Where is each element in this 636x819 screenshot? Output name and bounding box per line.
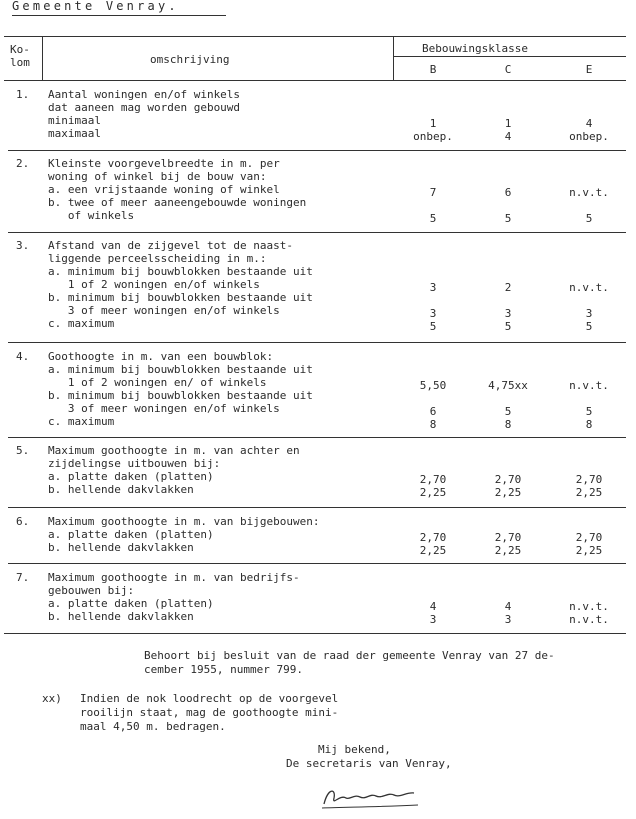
value-col-c: 2,25: [494, 544, 522, 557]
value-col-e: 2,70: [575, 531, 603, 544]
row-description-line: b. minimum bij bouwblokken bestaande uit: [48, 389, 313, 402]
header-bottom-rule: [4, 80, 626, 81]
table-top-rule: [4, 36, 626, 37]
row-separator: [8, 342, 626, 343]
title-underline: [12, 15, 226, 16]
row-description-line: b. minimum bij bouwblokken bestaande uit: [48, 291, 313, 304]
value-col-e: 2,70: [575, 473, 603, 486]
row-separator: [8, 232, 626, 233]
value-col-b: 2,25: [419, 486, 447, 499]
value-col-c: 5: [504, 212, 512, 225]
mij-bekend: Mij bekend,: [318, 743, 391, 756]
value-col-b: 6: [429, 405, 437, 418]
row-separator: [8, 563, 626, 564]
row-number: 7.: [16, 571, 30, 584]
row-description-line: 1 of 2 woningen en/of winkels: [48, 278, 260, 291]
header-kolom-2: lom: [10, 56, 30, 69]
value-col-b: 2,25: [419, 544, 447, 557]
row-description-line: a. platte daken (platten): [48, 528, 214, 541]
value-col-b: onbep.: [413, 130, 453, 143]
value-col-b: 5: [429, 212, 437, 225]
row-description-line: Aantal woningen en/of winkels: [48, 88, 241, 101]
header-omschrijving: omschrijving: [150, 53, 230, 66]
row-description-line: liggende perceelsscheiding in m.:: [48, 252, 267, 265]
row-description-line: c. maximum: [48, 415, 115, 428]
note-line-3: maal 4,50 m. bedragen.: [80, 720, 226, 733]
note-line-2: rooilijn staat, mag de goothoogte mini-: [80, 706, 339, 719]
value-col-c: 4,75xx: [488, 379, 528, 392]
header-kolom-1: Ko-: [10, 43, 30, 56]
row-separator: [8, 437, 626, 438]
value-col-e: 8: [585, 418, 593, 431]
row-description-line: Afstand van de zijgevel tot de naast-: [48, 239, 294, 252]
row-number: 5.: [16, 444, 30, 457]
value-col-e: 2,25: [575, 544, 603, 557]
value-col-c: 2,70: [494, 531, 522, 544]
row-description-line: c. maximum: [48, 317, 115, 330]
value-col-c: 2,70: [494, 473, 522, 486]
row-number: 3.: [16, 239, 30, 252]
row-description-line: Kleinste voorgevelbreedte in m. per: [48, 157, 280, 170]
value-col-e: onbep.: [569, 130, 609, 143]
signature-image: [318, 784, 428, 815]
note-marker: xx): [42, 692, 62, 705]
row-description-line: maximaal: [48, 127, 101, 140]
header-col-b: B: [429, 63, 437, 76]
value-col-c: 2: [504, 281, 512, 294]
row-separator: [8, 150, 626, 151]
row-description-line: b. hellende dakvlakken: [48, 541, 194, 554]
row-description-line: of winkels: [48, 209, 135, 222]
value-col-e: 5: [585, 405, 593, 418]
row-description-line: 3 of meer woningen en/of winkels: [48, 304, 280, 317]
value-col-c: 1: [504, 117, 512, 130]
row-description-line: Maximum goothoogte in m. van bedrijfs-: [48, 571, 300, 584]
value-col-b: 3: [429, 307, 437, 320]
row-number: 6.: [16, 515, 30, 528]
row-description-line: zijdelingse uitbouwen bij:: [48, 457, 221, 470]
note-line-1: Indien de nok loodrecht op de voorgevel: [80, 692, 339, 705]
row-separator: [8, 507, 626, 508]
value-col-b: 2,70: [419, 473, 447, 486]
row-description-line: Maximum goothoogte in m. van achter en: [48, 444, 300, 457]
value-col-e: n.v.t.: [569, 613, 609, 626]
value-col-e: 5: [585, 320, 593, 333]
row-description-line: dat aaneen mag worden gebouwd: [48, 101, 241, 114]
row-description-line: minimaal: [48, 114, 101, 127]
row-number: 1.: [16, 88, 30, 101]
value-col-e: n.v.t.: [569, 281, 609, 294]
besluit-line-1: Behoort bij besluit van de raad der gemeente Venray van 27 de-: [144, 649, 555, 662]
value-col-b: 3: [429, 281, 437, 294]
row-description-line: a. platte daken (platten): [48, 470, 214, 483]
value-col-c: 8: [504, 418, 512, 431]
value-col-b: 2,70: [419, 531, 447, 544]
value-col-c: 6: [504, 186, 512, 199]
row-description-line: gebouwen bij:: [48, 584, 135, 597]
value-col-e: n.v.t.: [569, 600, 609, 613]
secretaris: De secretaris van Venray,: [286, 757, 452, 770]
value-col-b: 5: [429, 320, 437, 333]
value-col-e: 5: [585, 212, 593, 225]
header-col-e: E: [585, 63, 593, 76]
row-description-line: woning of winkel bij de bouw van:: [48, 170, 267, 183]
value-col-e: n.v.t.: [569, 379, 609, 392]
row-description-line: Goothoogte in m. van een bouwblok:: [48, 350, 274, 363]
row-description-line: Maximum goothoogte in m. van bijgebouwen:: [48, 515, 320, 528]
value-col-b: 1: [429, 117, 437, 130]
value-col-c: 4: [504, 600, 512, 613]
value-col-e: 3: [585, 307, 593, 320]
value-col-e: 2,25: [575, 486, 603, 499]
row-description-line: a. een vrijstaande woning of winkel: [48, 183, 280, 196]
value-col-c: 2,25: [494, 486, 522, 499]
row-number: 2.: [16, 157, 30, 170]
header-divider-kolom: [42, 36, 43, 80]
value-col-c: 3: [504, 613, 512, 626]
row-number: 4.: [16, 350, 30, 363]
value-col-c: 3: [504, 307, 512, 320]
page-title: Gemeente Venray.: [12, 0, 179, 13]
klasse-subrule: [393, 56, 626, 57]
header-bebouwingsklasse: Bebouwingsklasse: [422, 42, 528, 55]
value-col-c: 5: [504, 405, 512, 418]
value-col-b: 7: [429, 186, 437, 199]
row-description-line: 1 of 2 woningen en/ of winkels: [48, 376, 267, 389]
value-col-e: 4: [585, 117, 593, 130]
value-col-b: 4: [429, 600, 437, 613]
row-description-line: b. hellende dakvlakken: [48, 610, 194, 623]
row-description-line: a. minimum bij bouwblokken bestaande uit: [48, 265, 313, 278]
header-col-c: C: [504, 63, 512, 76]
value-col-c: 5: [504, 320, 512, 333]
value-col-e: n.v.t.: [569, 186, 609, 199]
row-separator: [4, 633, 626, 634]
value-col-b: 3: [429, 613, 437, 626]
row-description-line: a. minimum bij bouwblokken bestaande uit: [48, 363, 313, 376]
row-description-line: a. platte daken (platten): [48, 597, 214, 610]
besluit-line-2: cember 1955, nummer 799.: [144, 663, 303, 676]
row-description-line: 3 of meer woningen en/of winkels: [48, 402, 280, 415]
value-col-c: 4: [504, 130, 512, 143]
row-description-line: b. hellende dakvlakken: [48, 483, 194, 496]
value-col-b: 8: [429, 418, 437, 431]
value-col-b: 5,50: [419, 379, 447, 392]
row-description-line: b. twee of meer aaneengebouwde woningen: [48, 196, 307, 209]
